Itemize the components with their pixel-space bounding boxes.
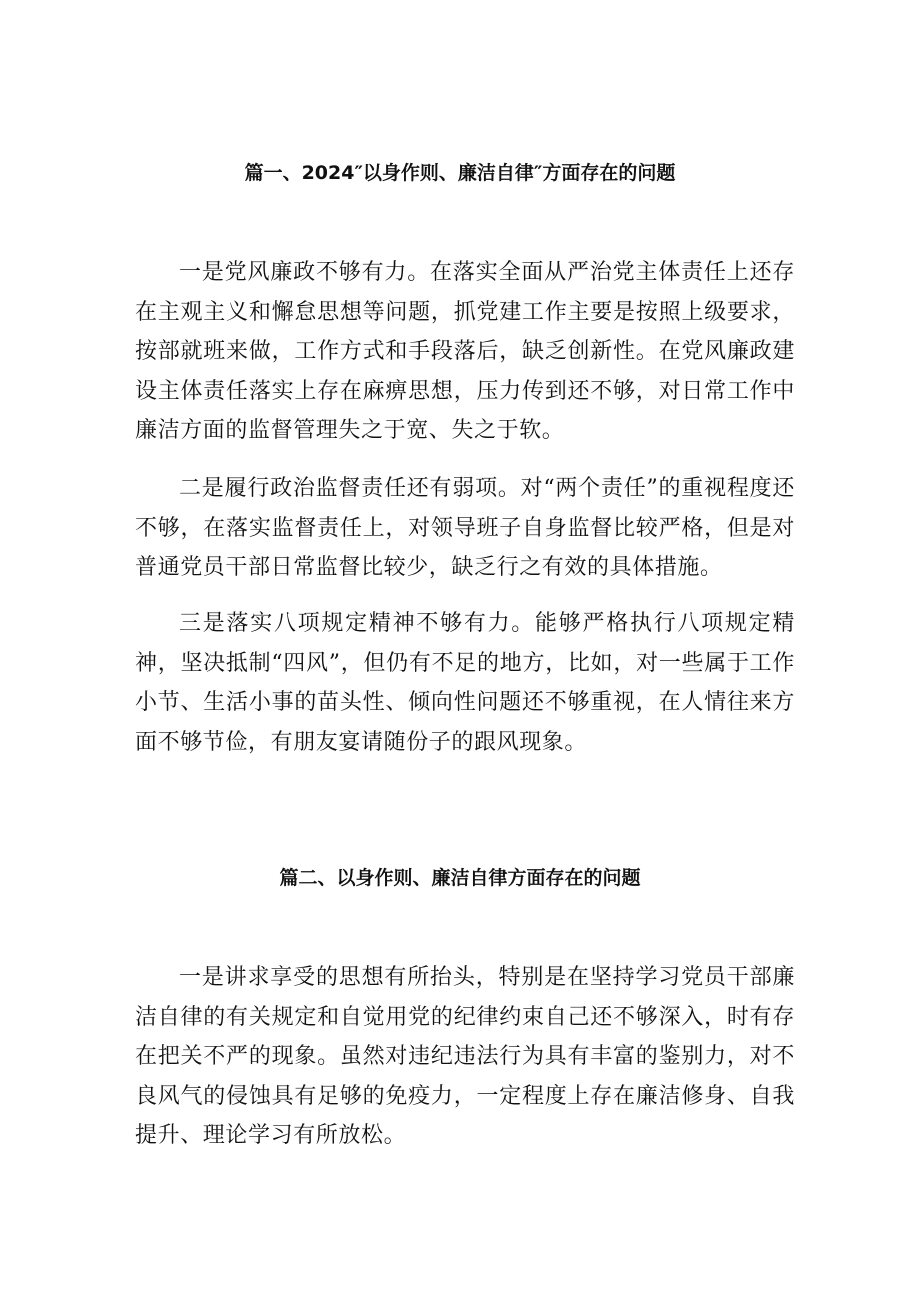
section-2-title: 篇二、以身作则、廉洁自律方面存在的问题 xyxy=(279,867,641,889)
section-1-paragraph-1: 一是党风廉政不够有力。在落实全面从严治党主体责任上还存在主观主义和懈怠思想等问题，抓党建工作主要是按照上级要求，按部就班来做，工作方式和手段落后，缺乏创新性。在党风廉政建设主体责任落实上存在麻痹思想，压力传到还不够，对日常工作中廉洁方面的监督管理失之于宽、失之于软。 xyxy=(135,260,795,443)
section-1-paragraph-2: 二是履行政治监督责任还有弱项。对“两个责任”的重视程度还不够，在落实监督责任上，对领导班子自身监督比较严格，但是对普通党员干部日常监督比较少，缺乏行之有效的具体措施。 xyxy=(135,476,795,580)
section-1-title: 篇一、2024″以身作则、廉洁自律″方面存在的问题 xyxy=(244,162,676,184)
section-2-paragraph-1: 一是讲求享受的思想有所抬头，特别是在坚持学习党员干部廉洁自律的有关规定和自觉用党的纪律约束自己还不够深入，时有存在把关不严的现象。虽然对违纪违法行为具有丰富的鉴别力，对不良风气的侵蚀具有足够的免疫力，一定程度上存在廉洁修身、自我提升、理论学习有所放松。 xyxy=(135,965,795,1148)
section-1-paragraph-3: 三是落实八项规定精神不够有力。能够严格执行八项规定精神，坚决抵制“四风”，但仍有不足的地方，比如，对一些属于工作小节、生活小事的苗头性、倾向性问题还不够重视，在人情往来方面不够节俭，有朋友宴请随份子的跟风现象。 xyxy=(135,611,795,755)
